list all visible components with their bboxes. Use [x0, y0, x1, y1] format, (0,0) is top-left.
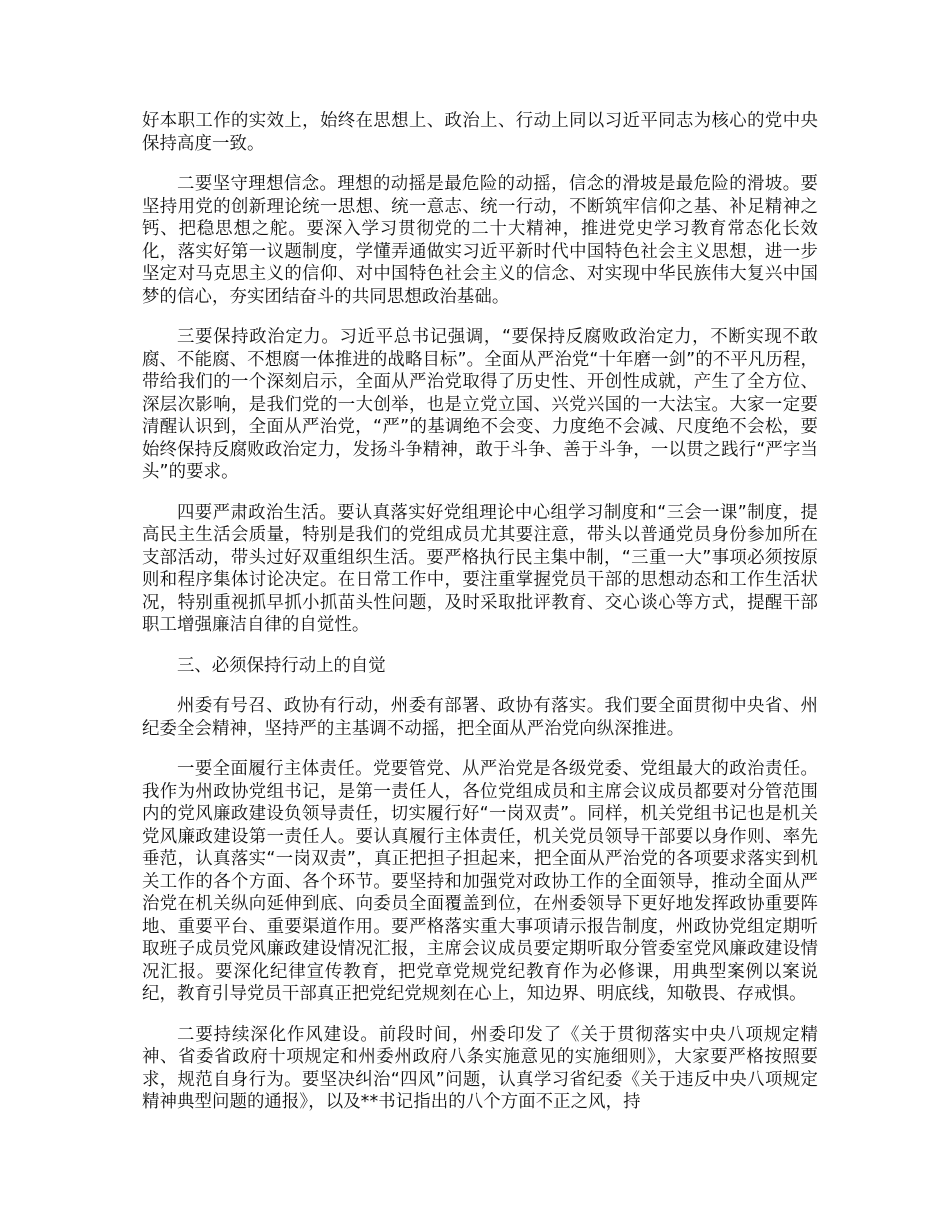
- paragraph-ideals-and-beliefs: 二要坚守理想信念。理想的动摇是最危险的动摇，信念的滑坡是最危险的滑坡。要坚持用党的创新理论统一思想、统一意志、统一行动，不断筑牢信仰之基、补足精神之钙、把稳思想之舵。要深入学习贯彻党的二十大精神，推进党史学习教育常态化长效化，落实好第一议题制度，学懂弄通做实习近平新时代中国特色社会主义思想，进一步坚定对马克思主义的信仰、对中国特色社会主义的信念、对实现中华民族伟大复兴中国梦的信心，夯实团结奋斗的共同思想政治基础。: [142, 174, 818, 307]
- paragraph-political-life: 四要严肃政治生活。要认真落实好党组理论中心组学习制度和“三会一课”制度，提高民主生活会质量，特别是我们的党组成员尤其要注意，带头以普通党员身份参加所在支部活动，带头过好双重组织生活。要严格执行民主集中制，“三重一大”事项必须按原则和程序集体讨论决定。在日常工作中，要注重掌握党员干部的思想动态和工作生活状况，特别重视抓早抓小抓苗头性问题，及时采取批评教育、交心谈心等方式，提醒干部职工增强廉洁自律的自觉性。: [142, 502, 818, 635]
- paragraph-political-resolve: 三要保持政治定力。习近平总书记强调，“要保持反腐败政治定力，不断实现不敢腐、不能腐、不想腐一体推进的战略目标”。全面从严治党“十年磨一剑”的不平凡历程，带给我们的一个深刻启示，全面从严治党取得了历史性、开创性成就，产生了全方位、深层次影响，是我们党的一大创举，也是立党立国、兴党兴国的一大法宝。大家一定要清醒认识到，全面从严治党，“严”的基调绝不会变、力度绝不会减、尺度绝不会松，要始终保持反腐败政治定力，发扬斗争精神，敢于斗争、善于斗争，一以贯之践行“严字当头”的要求。: [142, 327, 818, 482]
- paragraph-prefecture-call: 州委有号召、政协有行动，州委有部署、政协有落实。我们要全面贯彻中央省、州纪委全会精神，坚持严的主基调不动摇，把全面从严治党向纵深推进。: [142, 696, 818, 739]
- paragraph-main-responsibility: 一要全面履行主体责任。党要管党、从严治党是各级党委、党组最大的政治责任。我作为州政协党组书记，是第一责任人，各位党组成员和主席会议成员都要对分管范围内的党风廉政建设负领导责任，切实履行好“一岗双责”。同样，机关党组书记也是机关党风廉政建设第一责任人。要认真履行主体责任，机关党员领导干部要以身作则、率先垂范，认真落实“一岗双责”，真正把担子担起来，把全面从严治党的各项要求落实到机关工作的各个方面、各个环节。要坚持和加强党对政协工作的全面领导，推动全面从严治党在机关纵向延伸到底、向委员全面覆盖到位，在州委领导下更好地发挥政协重要阵地、重要平台、重要渠道作用。要严格落实重大事项请示报告制度，州政协党组定期听取班子成员党风廉政建设情况汇报，主席会议成员要定期听取分管委室党风廉政建设情况汇报。要深化纪律宣传教育，把党章党规党纪教育作为必修课，用典型案例以案说纪，教育引导党员干部真正把党纪党规刻在心上，知边界、明底线，知敬畏、存戒惧。: [142, 759, 818, 1004]
- paragraph-continuation: 好本职工作的实效上，始终在思想上、政治上、行动上同以习近平同志为核心的党中央保持高度一致。: [142, 111, 818, 154]
- paragraph-work-style: 二要持续深化作风建设。前段时间，州委印发了《关于贯彻落实中央八项规定精神、省委省政府十项规定和州委州政府八条实施意见的实施细则》，大家要严格按照要求，规范自身行为。要坚决纠治“四风”问题，认真学习省纪委《关于违反中央八项规定精神典型问题的通报》，以及**书记指出的八个方面不正之风，持: [142, 1024, 818, 1112]
- section-heading-action: 三、必须保持行动上的自觉: [177, 655, 386, 676]
